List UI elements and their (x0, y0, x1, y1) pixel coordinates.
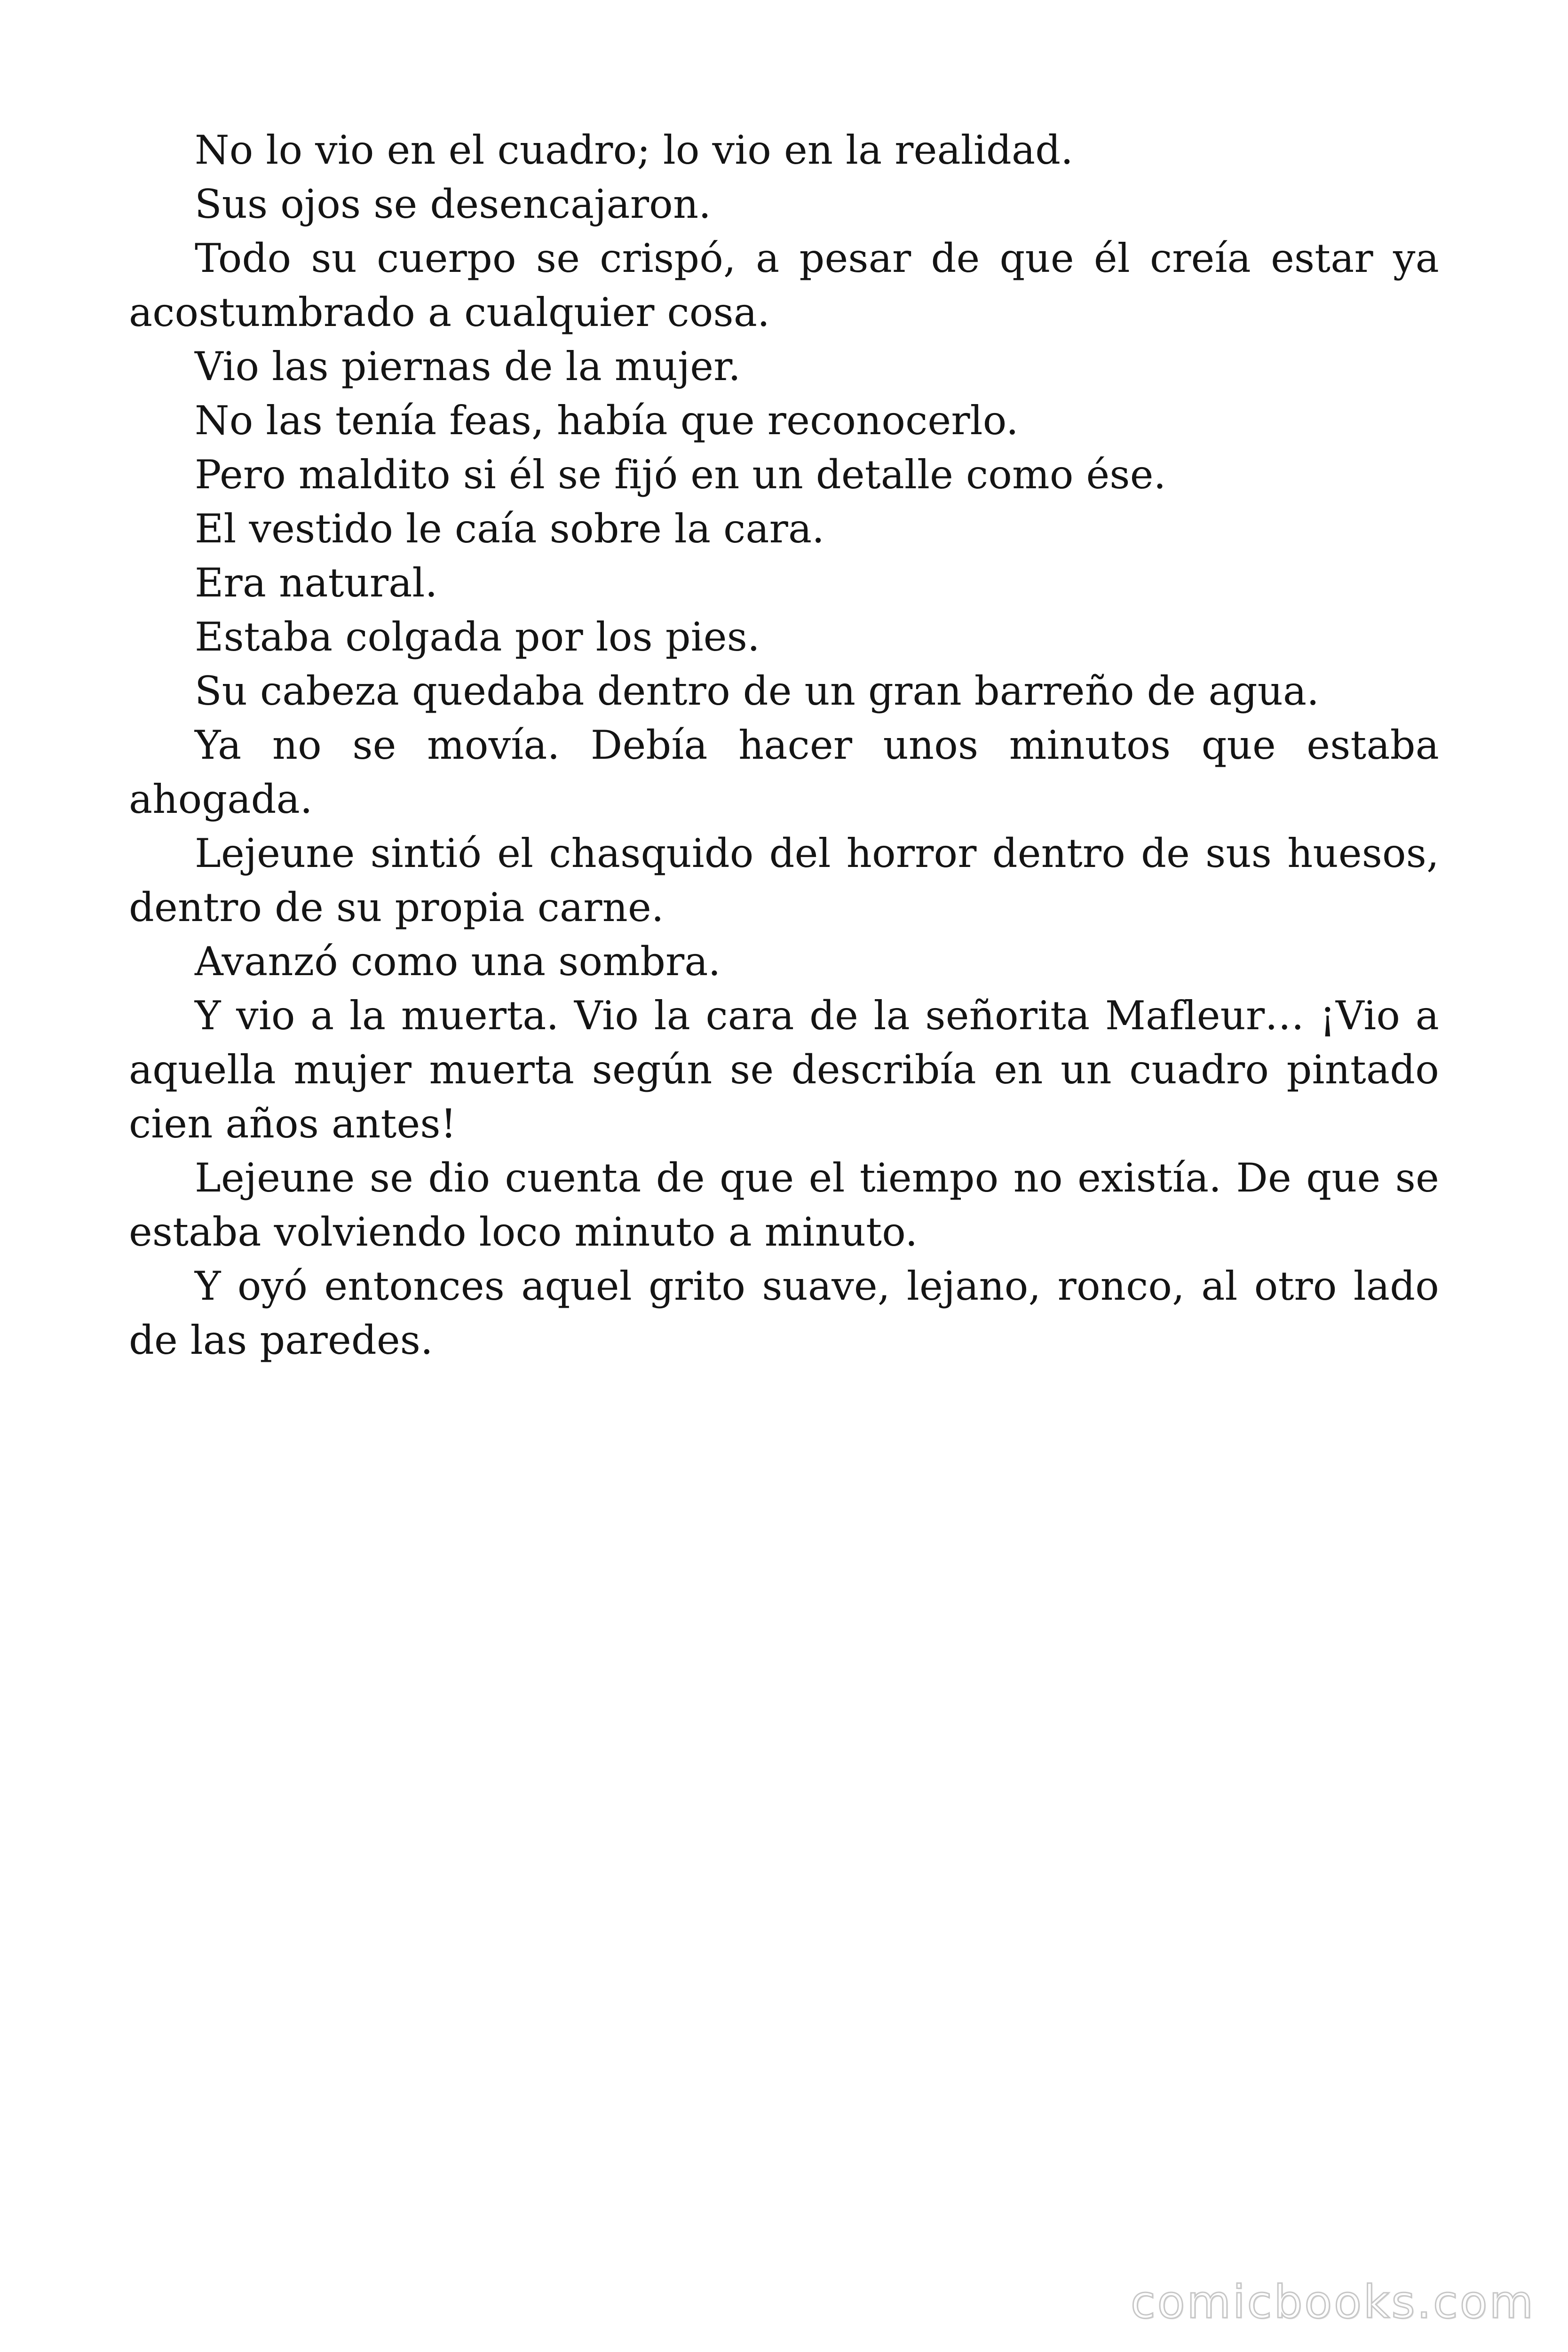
paragraph: Lejeune sintió el chasquido del horror dentro de sus huesos, dentro de su propia carne. (129, 830, 1439, 930)
watermark: comicbooks.com (1130, 2276, 1535, 2328)
paragraph: El vestido le caía sobre la cara. (195, 506, 825, 552)
paragraph: Su cabeza quedaba dentro de un gran barreño de agua. (195, 668, 1320, 714)
page-body (129, 123, 1439, 1367)
paragraph: Todo su cuerpo se crispó, a pesar de que él creía estar ya acostumbrado a cualquier cosa. (129, 235, 1439, 335)
paragraph: Avanzó como una sombra. (195, 938, 721, 985)
paragraph: Sus ojos se desencajaron. (195, 181, 712, 227)
paragraph: Y vio a la muerta. Vio la cara de la señorita Mafleur… ¡Vio a aquella mujer muerta según se describía en un cuadro pintado cien años antes! (129, 993, 1439, 1147)
paragraph: No las tenía feas, había que reconocerlo. (195, 397, 1019, 444)
paragraph: No lo vio en el cuadro; lo vio en la realidad. (195, 127, 1074, 173)
paragraph: Ya no se movía. Debía hacer unos minutos que estaba ahogada. (129, 722, 1439, 822)
paragraph: Lejeune se dio cuenta de que el tiempo no existía. De que se estaba volviendo loco minuto a minuto. (129, 1155, 1439, 1255)
paragraph: Vio las piernas de la mujer. (195, 343, 741, 389)
paragraph: Estaba colgada por los pies. (195, 614, 760, 660)
paragraph: Y oyó entonces aquel grito suave, lejano, ronco, al otro lado de las paredes. (129, 1263, 1439, 1363)
paragraph: Era natural. (195, 560, 438, 606)
paragraph: Pero maldito si él se fijó en un detalle como ése. (195, 452, 1166, 498)
